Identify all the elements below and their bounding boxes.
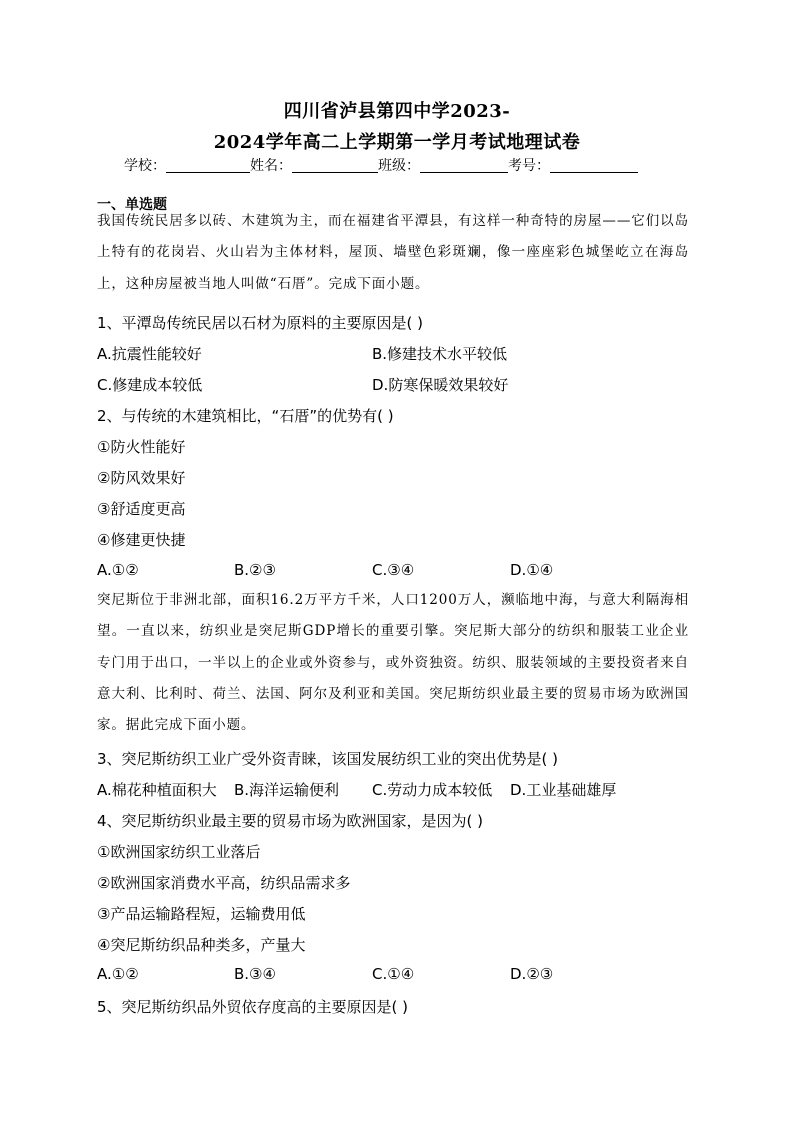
page-title-line2: 2024学年高二上学期第一学月考试地理试卷 — [213, 132, 581, 153]
question-5-stem: 5、突尼斯纺织品外贸依存度高的主要原因是( ) — [97, 998, 409, 1016]
q1-option-d[interactable]: D.防寒保暖效果较好 — [372, 376, 509, 394]
q3-option-b[interactable]: B.海洋运输便利 — [234, 781, 340, 799]
student-info-row — [124, 155, 638, 175]
q1-option-c[interactable]: C.修建成本较低 — [97, 376, 203, 394]
question-3-stem: 3、突尼斯纺织工业广受外资青睐，该国发展纺织工业的突出优势是( ) — [97, 750, 559, 768]
q2-option-b[interactable]: B.②③ — [234, 561, 276, 579]
class-blank[interactable] — [420, 158, 508, 173]
class-label: 班级： — [378, 158, 420, 174]
q4-option-c[interactable]: C.①④ — [372, 965, 415, 983]
q4-item-1: ①欧洲国家纺织工业落后 — [97, 843, 261, 861]
passage-2: 突尼斯位于非洲北部，面积16.2万平方千米，人口1200万人，濒临地中海，与意大利隔海相望。一直以来，纺织业是突尼斯GDP增长的重要引擎。突尼斯大部分的纺织和服装工业企业专门用于出口，一半以上的企业或外资参与，或外资独资。纺织、服装领域的主要投资者来自意大利、比利时、荷兰、法国、阿尔及利亚和美国。突尼斯纺织业最主要的贸易市场为欧洲国家。据此完成下面小题。 — [97, 592, 689, 734]
q2-option-a[interactable]: A.①② — [97, 561, 139, 579]
q4-item-4: ④突尼斯纺织品种类多，产量大 — [97, 936, 306, 954]
passage-1: 我国传统民居多以砖、木建筑为主，而在福建省平潭县，有这样一种奇特的房屋——它们以岛上特有的花岗岩、火山岩为主体材料，屋顶、墙壁色彩斑斓，像一座座彩色城堡屹立在海岛上，这种房屋被当地人叫做“石厝”。完成下面小题。 — [97, 213, 689, 292]
q4-item-3: ③产品运输路程短，运输费用低 — [97, 905, 306, 923]
q4-option-d[interactable]: D.②③ — [510, 965, 554, 983]
q3-option-d[interactable]: D.工业基础雄厚 — [510, 781, 617, 799]
question-1-stem: 1、平潭岛传统民居以石材为原料的主要原因是( ) — [97, 314, 424, 332]
q4-option-b[interactable]: B.③④ — [234, 965, 276, 983]
q2-item-3: ③舒适度更高 — [97, 500, 186, 518]
question-4-stem: 4、突尼斯纺织业最主要的贸易市场为欧洲国家，是因为( ) — [97, 812, 484, 830]
q2-item-1: ①防火性能好 — [97, 438, 186, 456]
school-label: 学校： — [124, 158, 166, 174]
number-label: 考号： — [508, 158, 550, 174]
number-blank[interactable] — [550, 158, 638, 173]
name-label: 姓名： — [250, 158, 292, 174]
q2-item-4: ④修建更快捷 — [97, 531, 186, 549]
q2-option-c[interactable]: C.③④ — [372, 561, 415, 579]
q1-option-a[interactable]: A.抗震性能较好 — [97, 345, 202, 363]
q3-option-c[interactable]: C.劳动力成本较低 — [372, 781, 493, 799]
q3-option-a[interactable]: A.棉花种植面积大 — [97, 781, 217, 799]
q2-option-d[interactable]: D.①④ — [510, 561, 554, 579]
section-title: 一、单选题 — [97, 197, 167, 213]
q4-item-2: ②欧洲国家消费水平高，纺织品需求多 — [97, 874, 351, 892]
q2-item-2: ②防风效果好 — [97, 469, 186, 487]
q1-option-b[interactable]: B.修建技术水平较低 — [372, 345, 508, 363]
q4-option-a[interactable]: A.①② — [97, 965, 139, 983]
question-2-stem: 2、与传统的木建筑相比，“石厝”的优势有( ) — [97, 407, 394, 425]
name-blank[interactable] — [292, 158, 378, 173]
page-title-line1: 四川省泸县第四中学2023- — [283, 101, 511, 122]
school-blank[interactable] — [166, 158, 250, 173]
